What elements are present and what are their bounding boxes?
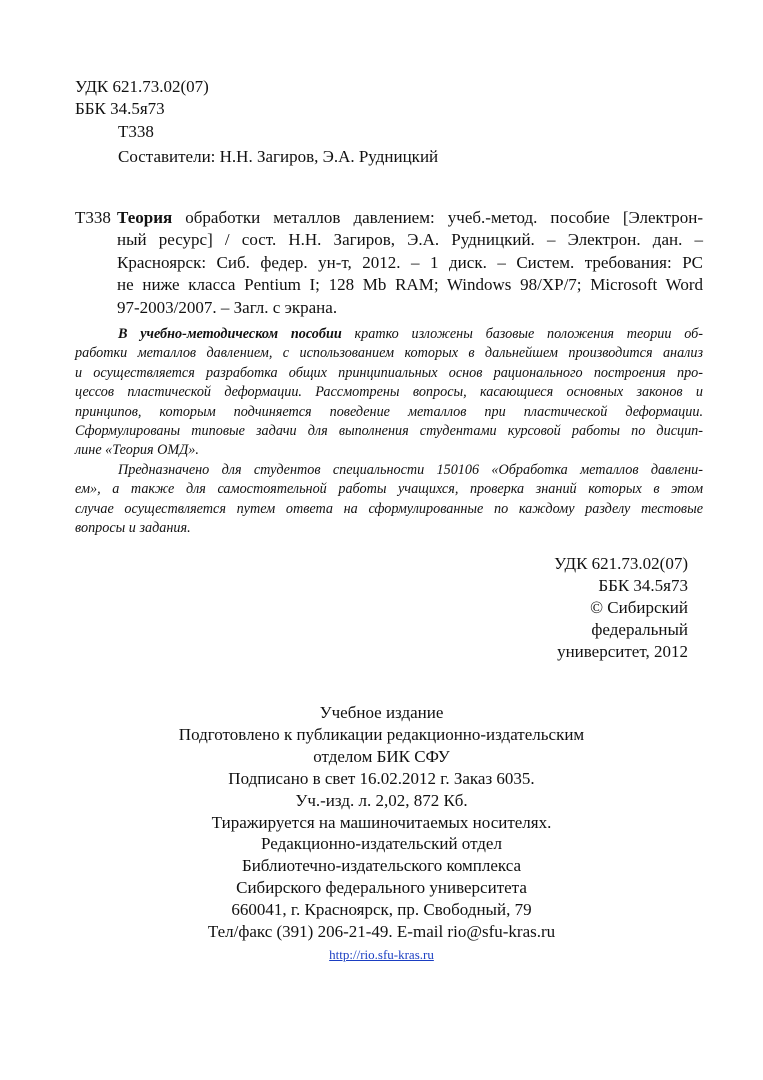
imprint-publisher-1: Редакционно-издательский отдел <box>261 834 502 854</box>
abstract-line-5: принципов, которым подчиняется поведение металлов при пластической деформации. <box>75 403 703 420</box>
bib-code: Т338 <box>75 208 111 227</box>
abstract-line-6: Сформулированы типовые задачи для выполнения студентами курсовой работы по дисцип- <box>75 423 703 440</box>
imprint-publisher-2: Библиотечно-издательского комплекса <box>241 856 522 876</box>
imprint-media: Тиражируется на машиночитаемых носителях. <box>211 812 552 832</box>
imprint-block <box>150 702 613 966</box>
abstract-line-4: цессов пластической деформации. Рассмотрены вопросы, касающиеся основных законов и <box>75 384 703 401</box>
publisher-website-link[interactable]: http://rio.sfu-kras.ru <box>329 946 434 962</box>
copyright-line-2: федеральный <box>591 620 688 639</box>
bib-line-4: не ниже класса Pentium I; 128 Mb RAM; Windows 98/XP/7; Microsoft Word <box>117 275 703 295</box>
copyright-udk: УДК 621.73.02(07) <box>554 554 688 573</box>
copyright-line-3: университет, 2012 <box>557 642 688 661</box>
abstract-line-7: лине «Теория ОМД». <box>75 442 199 459</box>
copyright-bbk: ББК 34.5я73 <box>598 576 688 595</box>
abstract-line-1 <box>75 325 703 344</box>
abstract-line-10: случае осуществляется путем ответа на сформулированные по каждому разделу тестовые <box>75 500 703 517</box>
imprint-address: 660041, г. Красноярск, пр. Свободный, 79 <box>231 900 532 920</box>
bbk-code: ББК 34.5я73 <box>75 99 165 118</box>
imprint-url-row <box>150 943 613 966</box>
compilers-line: Составители: Н.Н. Загиров, Э.А. Рудницкий <box>118 147 439 166</box>
abstract-line-8: Предназначено для студентов специальности 150106 «Обработка металлов давлени- <box>118 461 703 478</box>
abstract-line-11: вопросы и задания. <box>75 520 191 537</box>
imprint-contacts: Тел/факс (391) 206-21-49. E-mail rio@sfu-kras.ru <box>207 922 556 942</box>
bib-title-word: Теория <box>117 208 173 227</box>
abstract-line-1-rest: кратко изложены базовые положения теории об- <box>354 326 703 342</box>
bib-line-2: ный ресурс] / сост. Н.Н. Загиров, Э.А. Рудницкий. – Электрон. дан. – <box>117 230 703 250</box>
imprint-signed: Подписано в свет 16.02.2012 г. Заказ 6035. <box>228 768 535 788</box>
bib-line-1-rest: обработки металлов давлением: учеб.-метод. пособие [Электрон- <box>185 208 703 227</box>
imprint-department: отделом БИК СФУ <box>313 746 450 766</box>
abstract-line-9: ем», а также для самостоятельной работы учащихся, проверка знаний которых в этом <box>75 481 703 498</box>
author-mark: Т338 <box>118 122 154 141</box>
bib-line-1 <box>75 207 703 229</box>
abstract <box>75 325 703 538</box>
bibliographic-entry <box>75 207 703 319</box>
bib-line-5: 97-2003/2007. – Загл. с экрана. <box>117 297 338 317</box>
abstract-line-3: и осуществляется разработка общих принципиальных основ рационального построения про- <box>75 364 703 381</box>
udk-code: УДК 621.73.02(07) <box>75 77 209 96</box>
imprint-prepared: Подготовлено к публикации редакционно-издательским <box>178 724 585 744</box>
copyright-line-1: © Сибирский <box>590 598 688 617</box>
imprint-volume: Уч.-изд. л. 2,02, 872 Кб. <box>295 790 468 810</box>
copyright-block <box>554 553 688 663</box>
abstract-lead: В учебно-методическом пособии <box>118 326 342 342</box>
imprint-edition: Учебное издание <box>319 703 444 722</box>
bib-line-3: Красноярск: Сиб. федер. ун-т, 2012. – 1 диск. – Систем. требования: PC <box>117 252 703 272</box>
abstract-line-2: работки металлов давлением, с использованием которых в дальнейшем производится анализ <box>75 345 703 362</box>
imprint-publisher-3: Сибирского федерального университета <box>236 878 527 898</box>
